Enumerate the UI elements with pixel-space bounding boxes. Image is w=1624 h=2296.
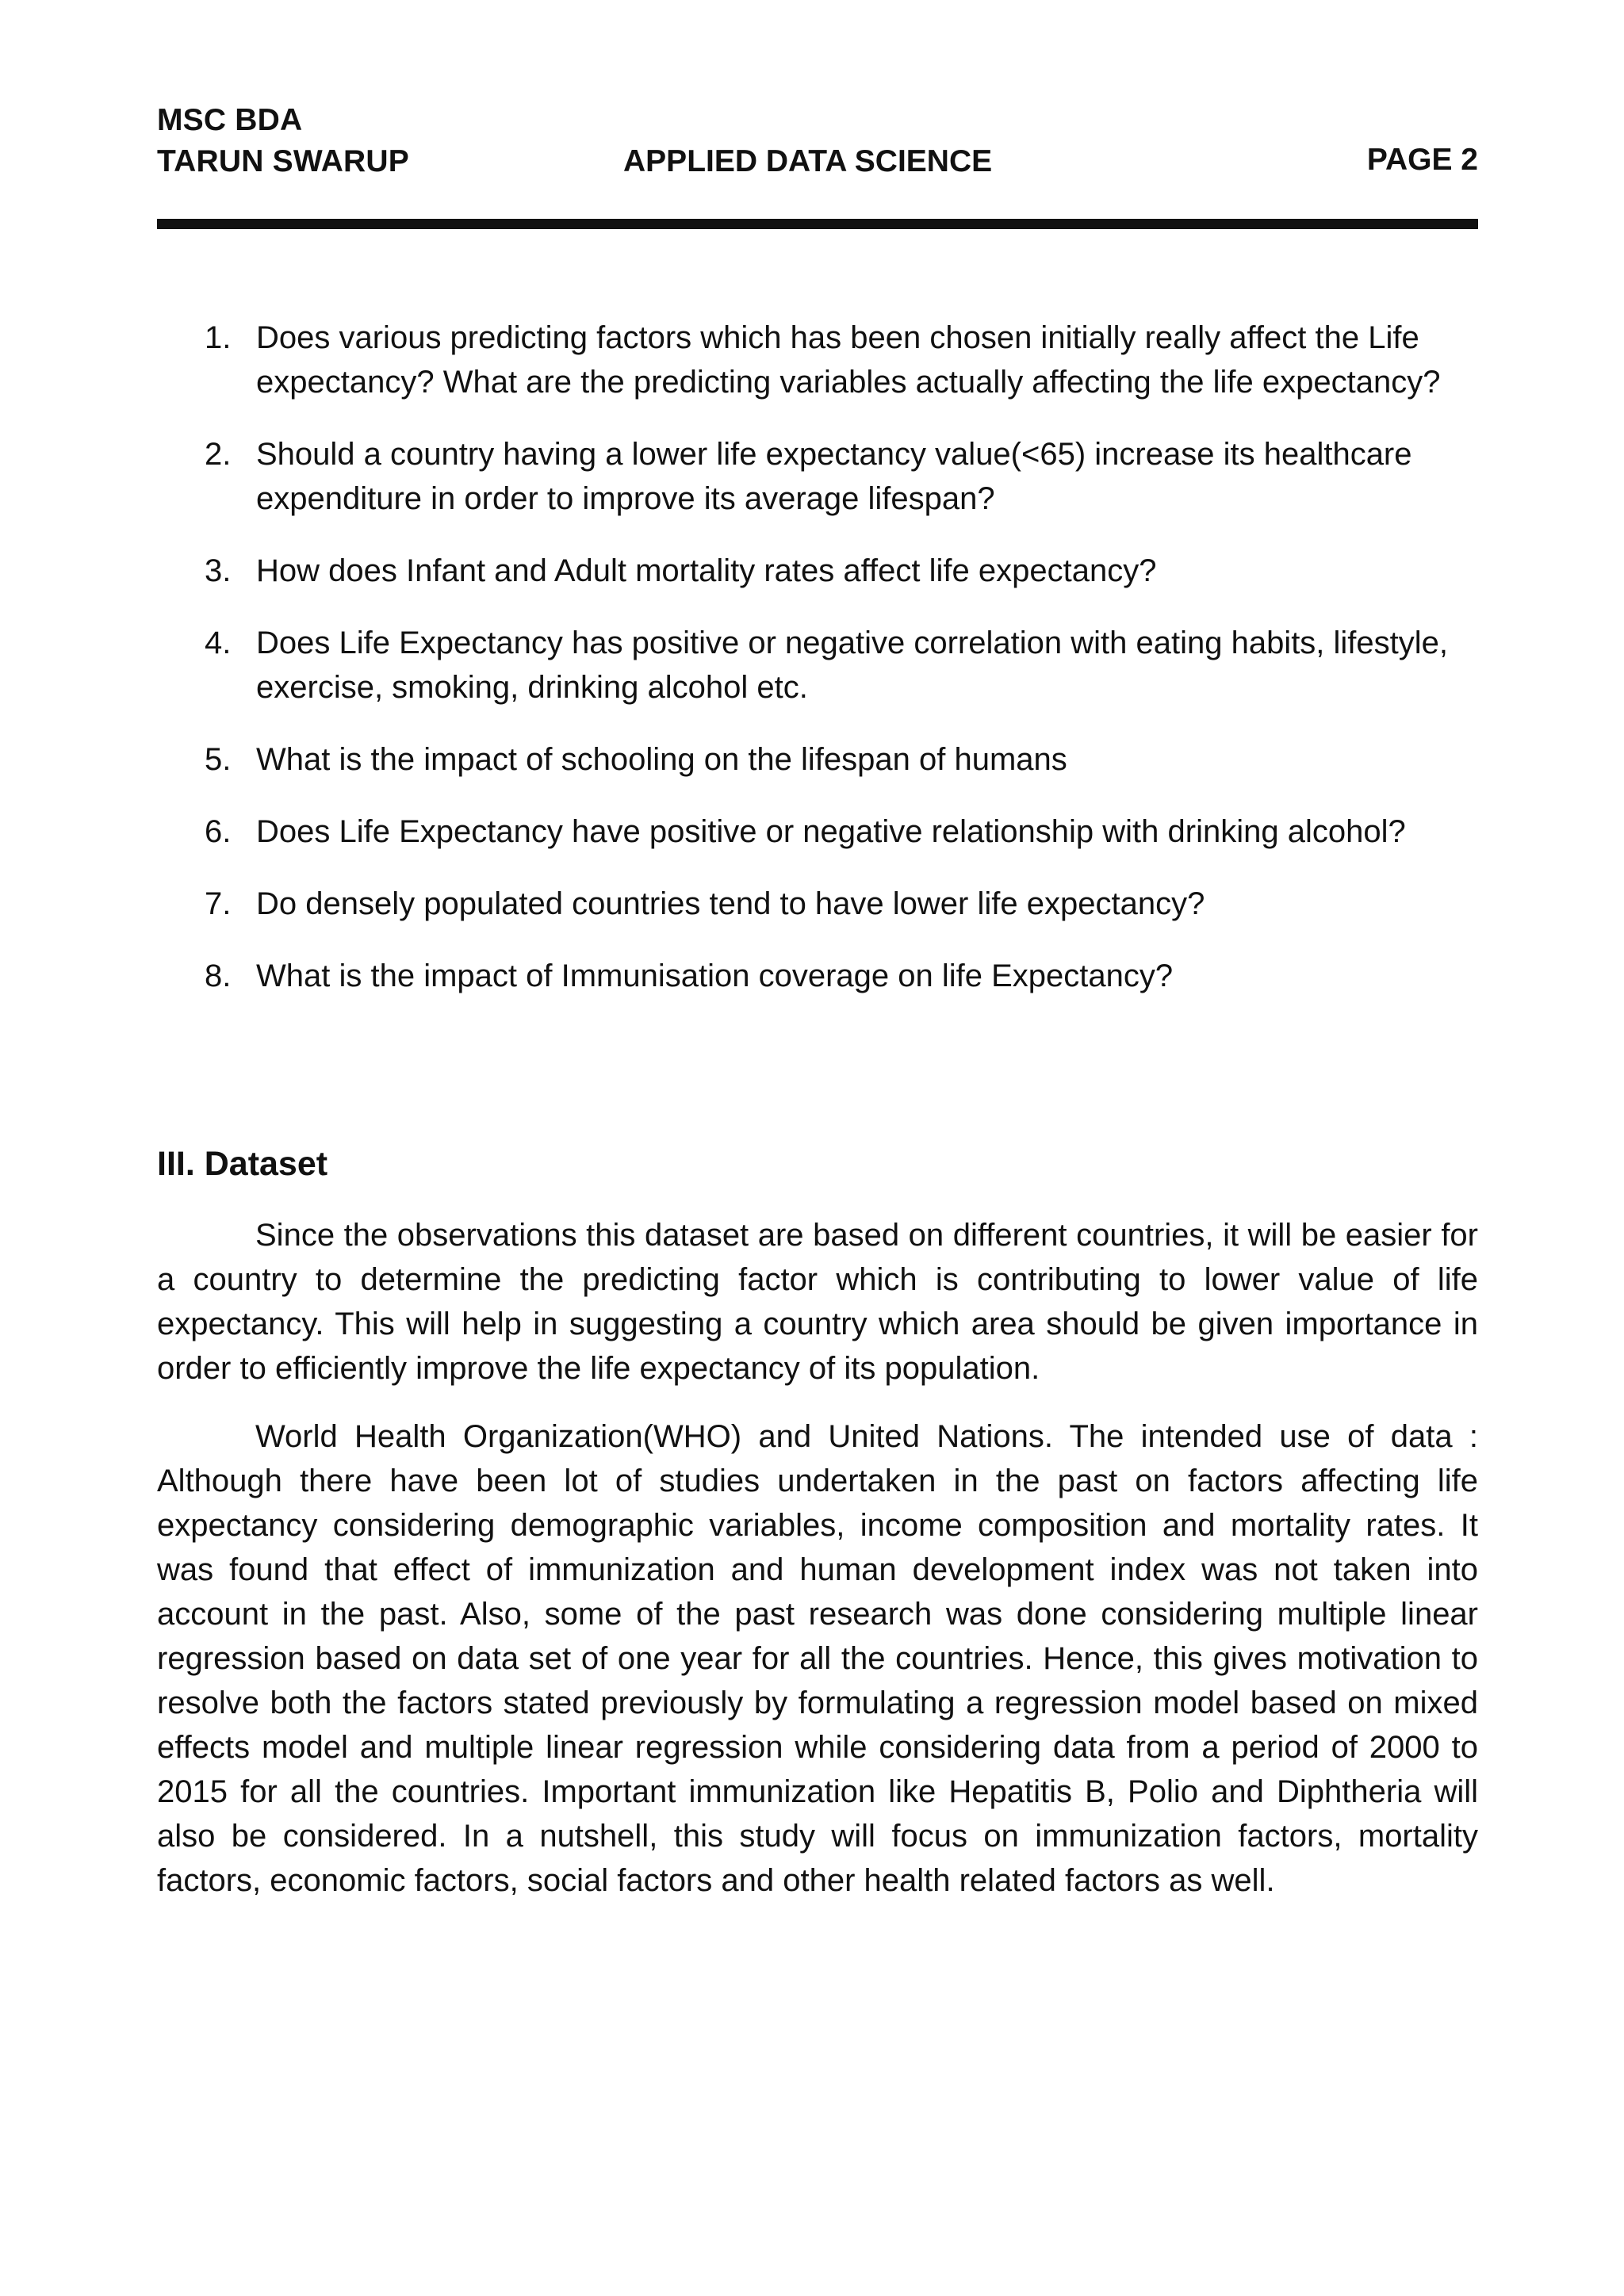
list-item-number: 8. (205, 959, 232, 993)
section-heading: III. Dataset (157, 1145, 328, 1183)
list-item-number: 6. (205, 814, 232, 849)
list-item-text: What is the impact of schooling on the lifespan of humans (256, 742, 1067, 777)
list-item (157, 432, 1478, 521)
list-item-text: Does Life Expectancy has positive or negative correlation with eating habits, lifestyle, exercise, smoking, drinking alcohol etc. (256, 626, 1449, 705)
header-divider (157, 219, 1478, 229)
body-paragraph: Since the observations this dataset are based on different countries, it will be easier for a country to determine the predicting factor which is contributing to lower value of life expectancy. This will help in suggesting a country which area should be given importance in order to efficiently improve the life expectancy of its population. (157, 1218, 1478, 1386)
list-item-number: 5. (205, 742, 232, 777)
list-item-text: Should a country having a lower life expectancy value(<65) increase its healthcare expenditure in order to improve its average lifespan? (256, 437, 1412, 516)
list-item-text: Does various predicting factors which has been chosen initially really affect the Life expectancy? What are the predicting variables actually affecting the life expectancy? (256, 320, 1441, 400)
list-item (157, 809, 1478, 854)
list-item-number: 4. (205, 626, 232, 660)
list-item-text: Does Life Expectancy have positive or negative relationship with drinking alcohol? (256, 814, 1406, 849)
header-title: APPLIED DATA SCIENCE (623, 144, 993, 178)
list-item (157, 549, 1478, 593)
header-author: TARUN SWARUP (157, 144, 409, 178)
header-course: MSC BDA (157, 103, 303, 137)
list-item-number: 2. (205, 437, 232, 472)
list-item (157, 316, 1478, 404)
header-page-number: PAGE 2 (1366, 143, 1478, 177)
body-paragraph: World Health Organization(WHO) and United Nations. The intended use of data : Although there have been lot of studies undertaken in the past on factors affecting life expectancy considering demographic variables, income composition and mortality rates. It was found that effect of immunization and human development index was not taken into account in the past. Also, some of the past research was done considering multiple linear regression based on data set of one year for all the countries. Hence, this gives motivation to resolve both the factors stated previously by formulating a regression model based on mixed effects model and multiple linear regression while considering data from a period of 2000 to 2015 for all the countries. Important immunization like Hepatitis B, Polio and Diphtheria will also be considered. In a nutshell, this study will focus on immunization factors, mortality factors, economic factors, social factors and other health related factors as well. (157, 1419, 1478, 1898)
list-item-text: What is the impact of Immunisation coverage on life Expectancy? (256, 959, 1174, 993)
list-item (157, 621, 1478, 710)
section-body (157, 1213, 1478, 1927)
header-author-block (157, 100, 409, 182)
list-item-text: How does Infant and Adult mortality rates affect life expectancy? (256, 553, 1157, 588)
list-item (157, 882, 1478, 926)
list-item-text: Do densely populated countries tend to have lower life expectancy? (256, 886, 1205, 921)
list-item (157, 737, 1478, 782)
research-questions-list (157, 316, 1478, 1026)
list-item-number: 1. (205, 320, 232, 355)
list-item-number: 7. (205, 886, 232, 921)
list-item (157, 954, 1478, 998)
list-item-number: 3. (205, 553, 232, 588)
